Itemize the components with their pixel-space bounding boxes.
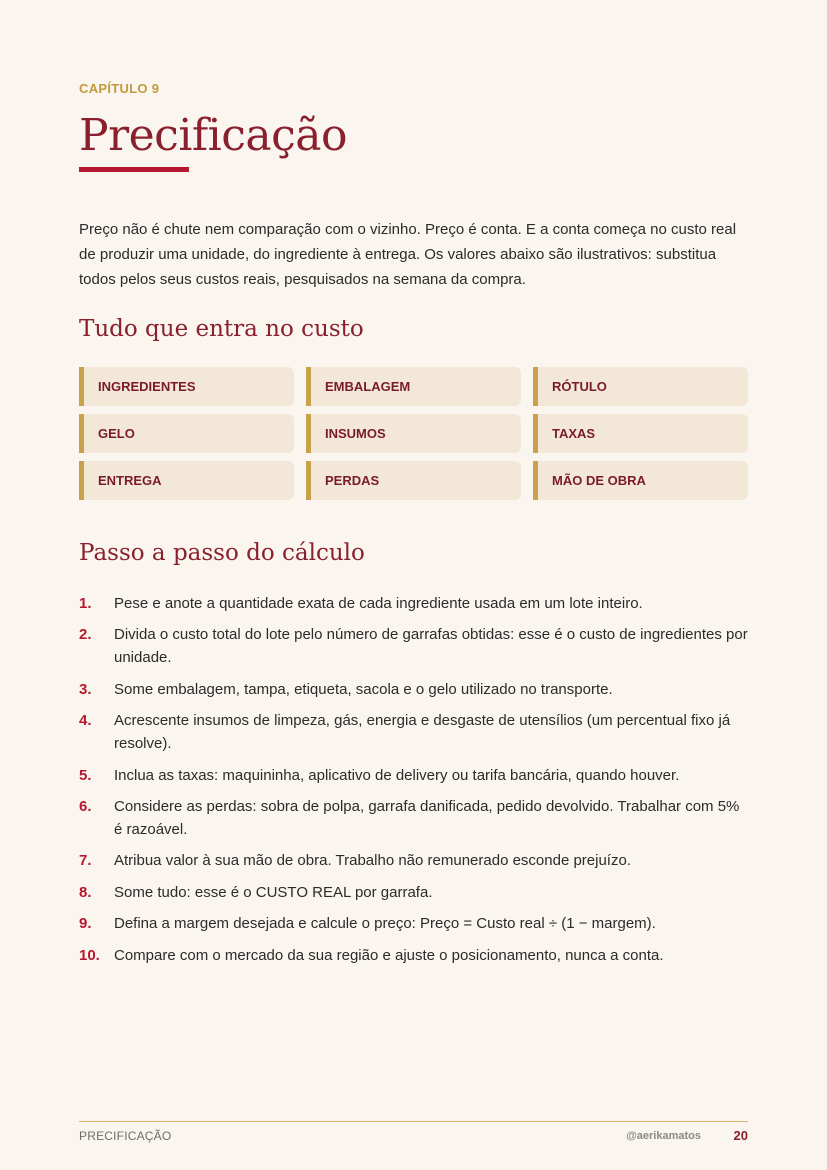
costs-section-title: Tudo que entra no custo <box>79 316 364 342</box>
step-text: Divida o custo total do lote pelo número de garrafas obtidas: esse é o custo de ingredientes por unidade. <box>114 626 748 667</box>
step-text: Pese e anote a quantidade exata de cada ingrediente usada em um lote inteiro. <box>114 595 643 612</box>
step-number: 1. <box>79 595 92 612</box>
cost-item-embalagem: EMBALAGEM <box>306 367 521 406</box>
step-number: 4. <box>79 712 92 730</box>
step-text: Defina a margem desejada e calcule o preço: Preço = Custo real ÷ (1 − margem). <box>114 915 656 933</box>
step-number: 8. <box>79 883 92 901</box>
cost-items-grid <box>79 367 748 500</box>
list-item <box>79 623 748 669</box>
intro-paragraph: Preço não é chute nem comparação com o vizinho. Preço é conta. E a conta começa no custo real de produzir uma unidade, do ingrediente à entrega. Os valores abaixo são ilustrativos: substitua todos pelos seus custos reais, pesquisados na semana da compra. <box>79 221 737 288</box>
footer-section-label: PRECIFICAÇÃO <box>79 1129 172 1143</box>
list-item <box>79 944 748 967</box>
step-text: Considere as perdas: sobra de polpa, garrafa danificada, pedido devolvido. Trabalhar com 5% é razoável. <box>114 797 740 838</box>
step-number: 9. <box>79 915 92 933</box>
cost-item-insumos: INSUMOS <box>306 414 521 453</box>
page-title: Precificação <box>79 110 347 161</box>
cost-item-ingredientes: INGREDIENTES <box>79 367 294 406</box>
cost-item-entrega: ENTREGA <box>79 461 294 500</box>
title-underline <box>79 167 189 172</box>
list-item <box>79 849 748 872</box>
step-text: Inclua as taxas: maquininha, aplicativo de delivery ou tarifa bancária, quando houver. <box>114 766 680 784</box>
list-item <box>79 795 748 841</box>
list-item <box>79 592 748 615</box>
step-number: 3. <box>79 680 92 698</box>
step-text: Acrescente insumos de limpeza, gás, energia e desgaste de utensílios (um percentual fixo já resolve). <box>114 712 731 753</box>
step-text: Some tudo: esse é o CUSTO REAL por garrafa. <box>114 883 433 901</box>
footer-handle: @aerikamatos <box>626 1130 701 1142</box>
step-number: 2. <box>79 626 92 644</box>
step-number: 6. <box>79 797 92 815</box>
step-number: 7. <box>79 852 92 870</box>
step-number: 5. <box>79 766 92 784</box>
list-item <box>79 881 748 904</box>
cost-item-taxas: TAXAS <box>533 414 748 453</box>
chapter-label: CAPÍTULO 9 <box>79 81 160 96</box>
steps-section-title: Passo a passo do cálculo <box>79 540 365 566</box>
step-text: Some embalagem, tampa, etiqueta, sacola e o gelo utilizado no transporte. <box>114 680 613 698</box>
list-item <box>79 709 748 755</box>
list-item <box>79 678 748 701</box>
cost-item-rotulo: RÓTULO <box>533 367 748 406</box>
cost-item-perdas: PERDAS <box>306 461 521 500</box>
page-number: 20 <box>733 1128 748 1143</box>
list-item <box>79 764 748 787</box>
step-number: 10. <box>79 946 100 964</box>
cost-item-gelo: GELO <box>79 414 294 453</box>
steps-list <box>79 592 748 975</box>
list-item <box>79 912 748 935</box>
step-text: Compare com o mercado da sua região e ajuste o posicionamento, nunca a conta. <box>114 946 664 964</box>
step-text: Atribua valor à sua mão de obra. Trabalho não remunerado esconde prejuízo. <box>114 852 631 870</box>
cost-item-mao-de-obra: MÃO DE OBRA <box>533 461 748 500</box>
footer-divider <box>79 1121 748 1122</box>
